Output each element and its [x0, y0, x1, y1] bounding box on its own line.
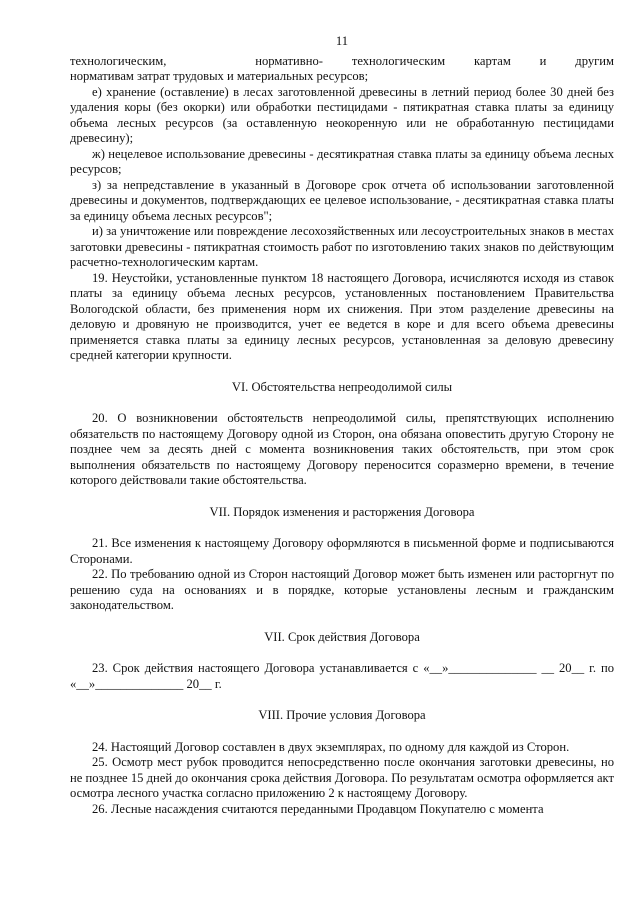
paragraph: е) хранение (оставление) в лесах заготовленной древесины в летний период более 30 дней без удаления коры (без окорки) или обработки пестицидами - пятикратная ставка платы за единицу объема лесных ресурсов (за оставленную неокоренную или не обработанную пестицидами древесину); [70, 84, 614, 145]
section-title: VII. Порядок изменения и расторжения Договора [209, 504, 475, 519]
section-title: VI. Обстоятельства непреодолимой силы [231, 379, 453, 394]
section-title: VIII. Прочие условия Договора [258, 708, 426, 722]
paragraph: 20. О возникновении обстоятельств непреодолимой силы, препятствующих исполнению обязательств по настоящему Договору одной из Сторон, она обязана оповестить другую Сторону не позднее чем за десять дней с момента возникновения таких обстоятельств, при этом срок выполнения обязательств по настоящему Договору переносится соразмерно времени, в течение которого действовали такие обстоятельства. [70, 411, 614, 487]
first-line-word: другим [575, 53, 614, 68]
first-line [70, 54, 614, 70]
paragraph: з) за непредставление в указанный в Договоре срок отчета об использовании заготовленной древесины и документов, подтверждающих ее целевое использование, - десятикратная ставка платы за единицу объема лесных ресурсов"; [70, 177, 614, 223]
paragraph: ж) нецелевое использование древесины - десятикратная ставка платы за единицу объема лесных ресурсов; [70, 146, 614, 176]
first-line-word: нормативно- [255, 53, 323, 68]
paragraph: 21. Все изменения к настоящему Договору оформляются в письменной форме и подписываются Сторонами. [70, 536, 614, 566]
paragraph: 24. Настоящий Договор составлен в двух экземплярах, по одному для каждой из Сторон. [92, 739, 570, 754]
paragraph: 26. Лесные насаждения считаются переданными Продавцом Покупателю с момента [92, 801, 544, 816]
first-line-word: картам [473, 53, 511, 68]
paragraph: 25. Осмотр мест рубок проводится непосредственно после окончания заготовки древесины, но не позднее 15 дней до окончания срока действия Договора. По результатам осмотра оформляется акт осмотра лесного участка согласно приложению 2 к настоящему Договору. [70, 755, 614, 800]
first-line-word: технологическим, [70, 53, 167, 68]
paragraph: нормативам затрат трудовых и материальных ресурсов; [70, 69, 369, 83]
paragraph: 19. Неустойки, установленные пунктом 18 настоящего Договора, исчисляются исходя из ставок платы за единицу объема лесных ресурсов, установленных постановлением Правительства Вологодской области, без применения норм их снижения. При этом разделение древесины на деловую и дровяную не производится, учет ее ведется в коре и для всего объема древесины применяется ставка платы за единицу лесных ресурсов, установленная за деловую древесину средней категории крупности. [70, 270, 614, 362]
first-line-word: и [539, 53, 547, 68]
section-title: VII. Срок действия Договора [264, 629, 420, 644]
paragraph: и) за уничтожение или повреждение лесохозяйственных или лесоустроительных знаков в местах заготовки древесины - пятикратная стоимость работ по изготовлению таких знаков по действующим расчетно-технологическим картам. [70, 224, 614, 269]
paragraph: 23. Срок действия настоящего Договора устанавливается с «__»______________ __ 20__ г. по «__»______________ 20__ г. [70, 661, 614, 691]
first-line-word: технологическим [351, 53, 446, 68]
paragraph: 22. По требованию одной из Сторон настоящий Договор может быть изменен или расторгнут по решению суда на основаниях и в порядке, которые установлены лесным и гражданским законодательством. [70, 567, 614, 612]
page-number: 11 [335, 34, 349, 48]
